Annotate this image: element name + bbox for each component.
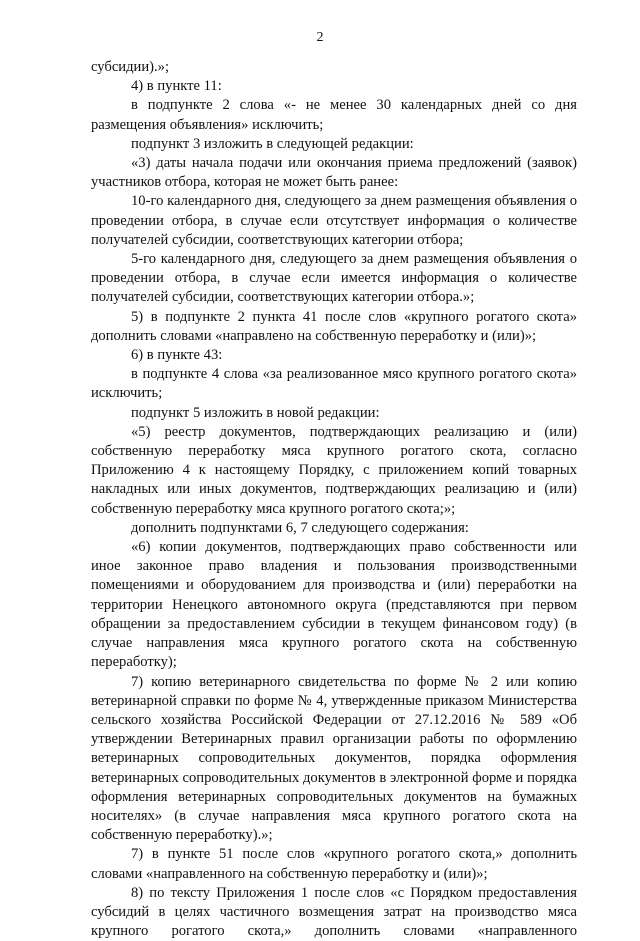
paragraph: «6) копии документов, подтверждающих право собственности или иное законное право владения и пользования производственными помещениями и оборудованием для производства и (или) переработки на территории Ненецкого автономного округа (представляются при первом обращении за предоставлением субсидии в текущем финансовом году) (в случае направления мяса крупного рогатого скота на собственную переработку); (91, 539, 577, 671)
paragraph: 7) копию ветеринарного свидетельства по форме № 2 или копию ветеринарной справки по форме № 4, утвержденные приказом Министерства сельского хозяйства Российской Федерации от 27.12.2016 № 589 «Об утверждении Ветеринарных правил организации работы по оформлению ветеринарных сопроводительных документов, порядка оформления ветеринарных сопроводительных документов в электронной форме и порядка оформления ветеринарных сопроводительных документов на бумажных носителях» (в случае направления мяса крупного рогатого скота на собственную переработку).»; (91, 673, 577, 844)
document-body (91, 58, 577, 941)
paragraph: субсидии).»; (91, 59, 170, 75)
paragraph: в подпункте 4 слова «за реализованное мясо крупного рогатого скота» исключить; (91, 366, 577, 402)
paragraph: 4) в пункте 11: (131, 78, 222, 95)
paragraph: 6) в пункте 43: (131, 347, 223, 364)
paragraph: в подпункте 2 слова «- не менее 30 календарных дней со дня размещения объявления» исключить; (91, 97, 577, 133)
paragraph: 5) в подпункте 2 пункта 41 после слов «крупного рогатого скота» дополнить словами «направлено на собственную переработку и (или)»; (91, 308, 577, 344)
paragraph: подпункт 5 изложить в новой редакции: (131, 404, 380, 421)
paragraph: 7) в пункте 51 после слов «крупного рогатого скота,» дополнить словами «направленного на собственную переработку и (или)»; (91, 846, 577, 882)
paragraph: «3) даты начала подачи или окончания приема предложений (заявок) участников отбора, которая не может быть ранее: (91, 155, 577, 191)
paragraph: дополнить подпунктами 6, 7 следующего содержания: (131, 519, 469, 536)
paragraph: подпункт 3 изложить в следующей редакции: (131, 135, 414, 152)
paragraph: «5) реестр документов, подтверждающих реализацию и (или) собственную переработку мяса крупного рогатого скота, согласно Приложению 4 к настоящему Порядку, с приложением копий товарных накладных или иных документов, подтверждающих реализацию и (или) собственную переработку мяса крупного рогатого скота;»; (91, 423, 577, 517)
paragraph: 8) по тексту Приложения 1 после слов «с Порядком предоставления субсидий в целях частичного возмещения затрат на производство мяса крупного рогатого скота,» дополнить словами «направленного (91, 884, 577, 940)
paragraph: 10-го календарного дня, следующего за днем размещения объявления о проведении отбора, в случае если отсутствует информация о количестве получателей субсидии, соответствующих категории отбора; (91, 193, 577, 248)
page-number: 2 (316, 30, 324, 45)
paragraph: 5-го календарного дня, следующего за днем размещения объявления о проведении отбора, в случае если имеется информация о количестве получателей субсидии, соответствующих категории отбора.»; (91, 251, 577, 306)
